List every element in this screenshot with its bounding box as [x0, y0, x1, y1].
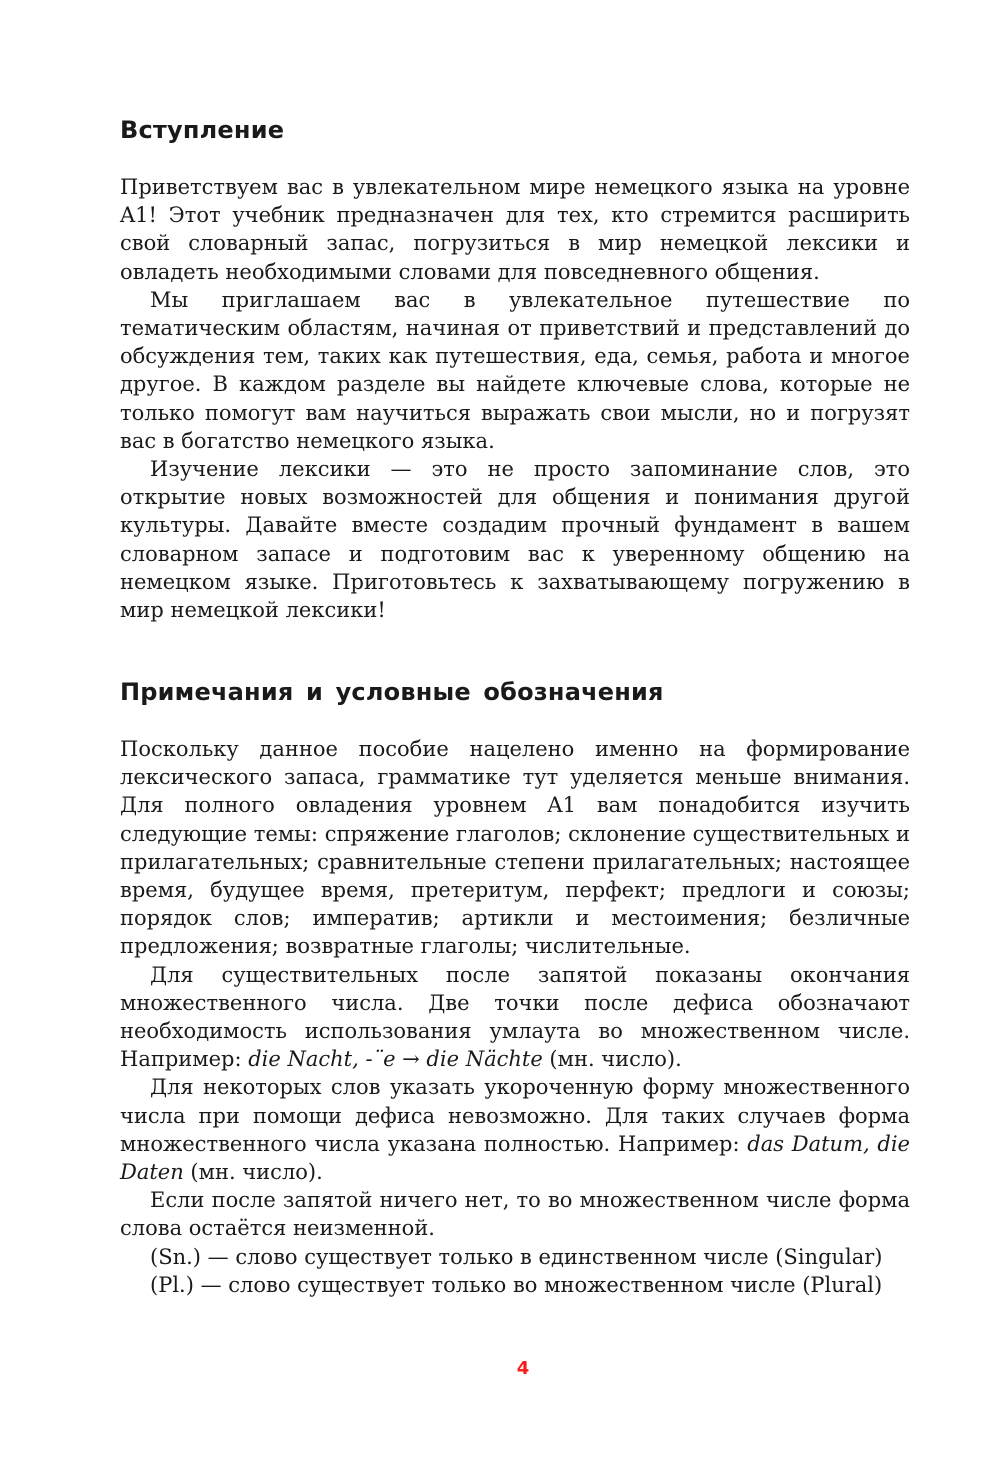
page-number: 4	[516, 1358, 530, 1379]
example: die Nacht, -¨e → die Nächte	[248, 1047, 543, 1072]
text: (мн. число).	[542, 1047, 682, 1072]
abbreviation-singular: (Sn.) — слово существует только в единственном числе (Singular)	[150, 1244, 883, 1269]
example: das Datum, die Daten	[120, 1131, 910, 1185]
paragraph: Изучение лексики — это не просто запоминание слов, это открытие новых возможностей для общения и понимания другой культуры. Давайте вместе создадим прочный фундамент в вашем словарном запасе и подготовим вас к уверенному общению на немецком языке. Приготовьтесь к захватывающему погружению в мир немецкой лексики!	[120, 457, 910, 623]
paragraph	[120, 1073, 910, 1186]
section-notes	[120, 678, 910, 706]
text: Для существительных после запятой показаны окончания множественного числа. Две точки после дефиса обозначают необходимость использования умлаута во множественном числе. Например:	[120, 962, 910, 1072]
paragraph: Поскольку данное пособие нацелено именно на формирование лексического запаса, грамматике тут уделяется меньше внимания. Для полного овладения уровнем A1 вам понадобится изучить следующие темы: спряжение глаголов; склонение существительных и прилагательных; сравнительные степени прилагательных; настоящее время, будущее время, претеритум, перфект; предлоги и союзы; порядок слов; императив; артикли и местоимения; безличные предложения; возвратные глаголы; числительные.	[120, 737, 910, 959]
section-introduction	[120, 116, 910, 144]
paragraph: Если после запятой ничего нет, то во множественном числе форма слова остаётся неизменной.	[120, 1188, 910, 1241]
heading-notes: Примечания и условные обозначения	[120, 678, 664, 706]
text: Для некоторых слов указать укороченную форму множественного числа при помощи дефиса невозможно. Для таких случаев форма множественного числа указана полностью. Например:	[120, 1075, 910, 1156]
notes-body	[120, 735, 910, 1299]
text: (мн. число).	[183, 1160, 323, 1185]
paragraph	[120, 961, 910, 1074]
paragraph: Мы приглашаем вас в увлекательное путешествие по тематическим областям, начиная от приветствий и представлений до обсуждения тем, таких как путешествия, еда, семья, работа и многое другое. В каждом разделе вы найдете ключевые слова, которые не только помогут вам научиться выражать свои мысли, но и погрузят вас в богатство немецкого языка.	[120, 287, 910, 453]
abbreviation-plural: (Pl.) — слово существует только во множественном числе (Plural)	[150, 1272, 883, 1297]
heading-introduction: Вступление	[120, 116, 285, 144]
paragraph: Приветствуем вас в увлекательном мире немецкого языка на уровне A1! Этот учебник предназначен для тех, кто стремится расширить свой словарный запас, погрузиться в мир немецкой лексики и овладеть необходимыми словами для повседневного общения.	[120, 175, 910, 284]
introduction-body	[120, 173, 910, 624]
